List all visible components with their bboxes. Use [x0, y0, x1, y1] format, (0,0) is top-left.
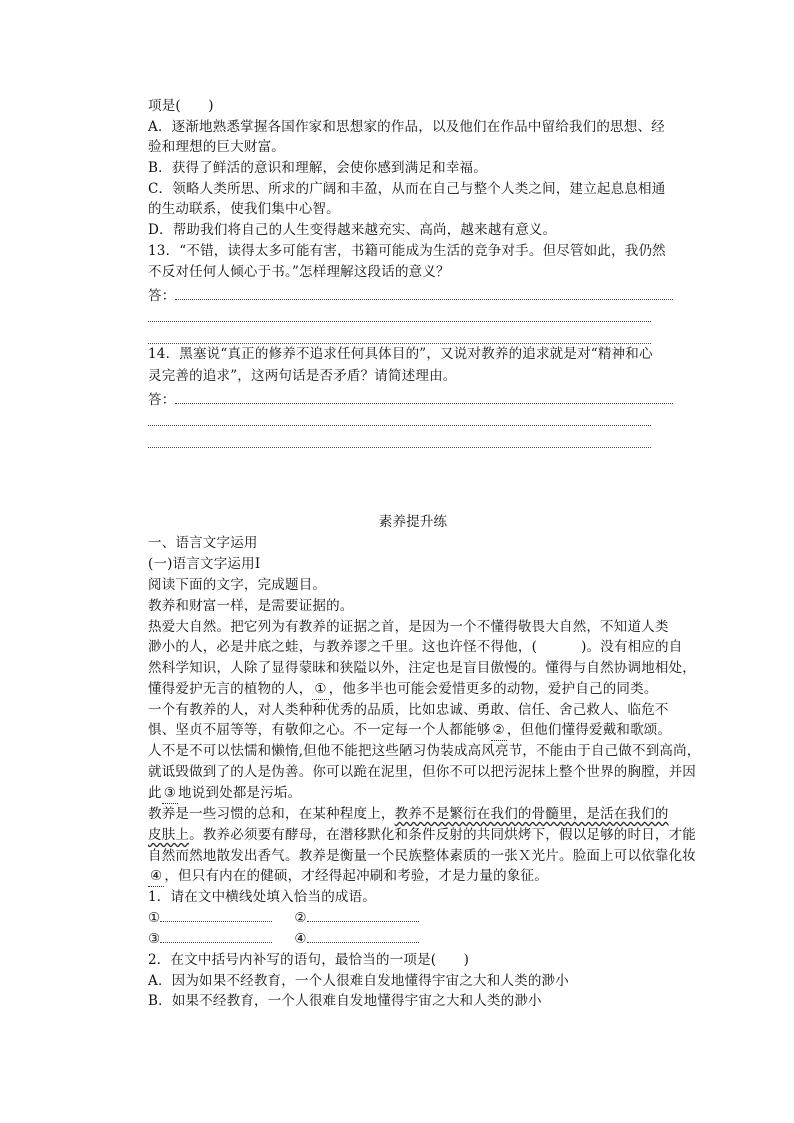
answer-label: 答：	[148, 392, 176, 408]
blank-number: ②	[294, 910, 307, 926]
paragraph-2-line4	[148, 679, 678, 700]
answer-line[interactable]	[148, 331, 651, 344]
text-span: 此	[148, 785, 162, 801]
paragraph-1: 教养和财富一样，是需要证据的。	[148, 598, 354, 614]
blank-number: ③	[148, 931, 161, 947]
answer-blank-1[interactable]	[160, 909, 272, 922]
answer-line[interactable]	[175, 391, 673, 404]
option-b: B．获得了鲜活的意识和理解，会使你感到满足和幸福。	[148, 160, 487, 176]
paragraph-3-line1: 一个有教养的人，对人类种种优秀的品质，比如忠诚、勇敢、信任、舍己救人、临危不	[148, 702, 669, 718]
option-a-line1: A．逐渐地熟悉掌握各国作家和思想家的作品，以及他们在作品中留给我们的思想、经	[148, 119, 665, 135]
answer-blank-4[interactable]	[307, 930, 419, 943]
wavy-underlined-text: 教养不是繁衍在我们的骨髓里，是活在我们的	[394, 806, 669, 822]
text-span: 渺小的人，必是井底之蛙，与教养谬之千里。这也许怪不得他，(	[148, 639, 538, 655]
blank-marker-2: ②	[491, 720, 507, 741]
text-span: 懂得爱护无言的植物的人，	[148, 681, 313, 697]
answer-label: 答：	[148, 288, 176, 304]
section-title: 素养提升练	[378, 514, 448, 530]
paragraph-4-line1	[148, 804, 678, 824]
answer-line[interactable]	[148, 309, 651, 322]
blank-row-2	[148, 929, 678, 949]
section-heading: 一、语言文字运用	[148, 535, 258, 551]
question-14-line1: 14．黑塞说“真正的修养不追求任何具体目的”，又说对教养的追求就是对“精神和心	[148, 346, 653, 362]
question-1: 1．请在文中横线处填入恰当的成语。	[148, 889, 376, 905]
question-13-line2: 不反对任何人倾心于书。”怎样理解这段话的意义？	[148, 264, 450, 280]
answer-line[interactable]	[175, 287, 673, 300]
text-span: 惧、坚贞不屈等等，有敬仰之心。不一定每一个人都能够	[148, 722, 491, 738]
paragraph-4-line4	[148, 866, 678, 887]
q2-option-b: B．如果不经教育，一个人很难自发地懂得宇宙之大和人类的渺小	[148, 993, 542, 1009]
blank-marker-1: ①	[312, 679, 328, 700]
answer-line[interactable]	[148, 413, 651, 426]
paragraph-2-line1: 热爱大自然。把它列为有教养的证据之首，是因为一个不懂得敬畏大自然，不知道人类	[148, 619, 669, 635]
blank-marker-4: ④	[148, 866, 164, 887]
paragraph-4-line2	[148, 825, 697, 845]
paragraph-3-line5	[148, 783, 678, 804]
answer-line-row	[148, 412, 678, 432]
option-c-line2: 的生动联系，使我们集中心智。	[148, 201, 340, 217]
paragraph-3-line4: 就诋毁做到了的人是伪善。你可以跪在泥里，但你不可以把污泥抹上整个世界的胸膛，并因	[148, 764, 696, 780]
question-12-tail: 项是( )	[148, 98, 214, 114]
blank-marker-3: ③	[162, 783, 178, 804]
q2-option-a: A．因为如果不经教育，一个人很难自发地懂得宇宙之大和人类的渺小	[148, 973, 569, 989]
paragraph-2-line2	[148, 637, 683, 657]
text-span: 。教养必须要有酵母，在潜移默化和条件反射的共同烘烤下，假以足够的时日，才能	[189, 827, 697, 843]
text-span: )。没有相应的自	[581, 639, 683, 655]
text-span: 地说到处都是污垢。	[178, 785, 302, 801]
answer-row-13	[148, 286, 678, 306]
instruction: 阅读下面的文字，完成题目。	[148, 577, 327, 593]
option-a-line2: 验和理想的巨大财富。	[148, 139, 285, 155]
text-span: ，但他们懂得爱戴和歌颂。	[506, 722, 672, 738]
question-2: 2．在文中括号内补写的语句，最恰当的一项是( )	[148, 952, 470, 968]
text-span: ，他多半也可能会爱惜更多的动物，爱护自己的同类。	[328, 681, 658, 697]
answer-blank-2[interactable]	[307, 909, 419, 922]
blank-row-1	[148, 908, 678, 928]
paragraph-4-line3: 自然而然地散发出香气。教养是衡量一个民族整体素质的一张Ｘ光片。脸面上可以依靠化妆	[148, 848, 696, 864]
option-d: D．帮助我们将自己的人生变得越来越充实、高尚，越来越有意义。	[148, 222, 557, 238]
option-c-line1: C．领略人类所思、所求的广阔和丰盈，从而在自己与整个人类之间，建立起息息相通	[148, 181, 666, 197]
text-span: ，但只有内在的健硕，才经得起冲刷和考验，才是力量的象征。	[164, 868, 548, 884]
answer-blank-3[interactable]	[160, 930, 272, 943]
text-span: 教养是一些习惯的总和，在某种程度上，	[148, 806, 395, 822]
paragraph-3-line2	[148, 720, 678, 741]
answer-line[interactable]	[148, 435, 651, 448]
answer-line-row	[148, 308, 678, 328]
question-13-line1: 13．“不错，读得太多可能有害，书籍可能成为生活的竞争对手。但尽管如此，我仍然	[148, 243, 666, 259]
subsection-heading: (一)语言文字运用Ⅰ	[148, 556, 261, 572]
paragraph-2-line3: 然科学知识，人除了显得蒙昧和狭隘以外，注定也是盲目傲慢的。懂得与自然协调地相处，	[148, 660, 696, 676]
answer-row-14	[148, 390, 678, 410]
question-14-line2: 灵完善的追求”，这两句话是否矛盾？请简述理由。	[148, 368, 457, 384]
answer-line-row	[148, 434, 678, 454]
paragraph-3-line3: 人不是不可以怯懦和懒惰,但他不能把这些陋习伪装成高风亮节，不能由于自己做不到高尚，	[148, 743, 701, 759]
blank-number: ④	[294, 931, 307, 947]
wavy-underlined-text: 皮肤上	[148, 827, 190, 843]
blank-number: ①	[148, 910, 161, 926]
